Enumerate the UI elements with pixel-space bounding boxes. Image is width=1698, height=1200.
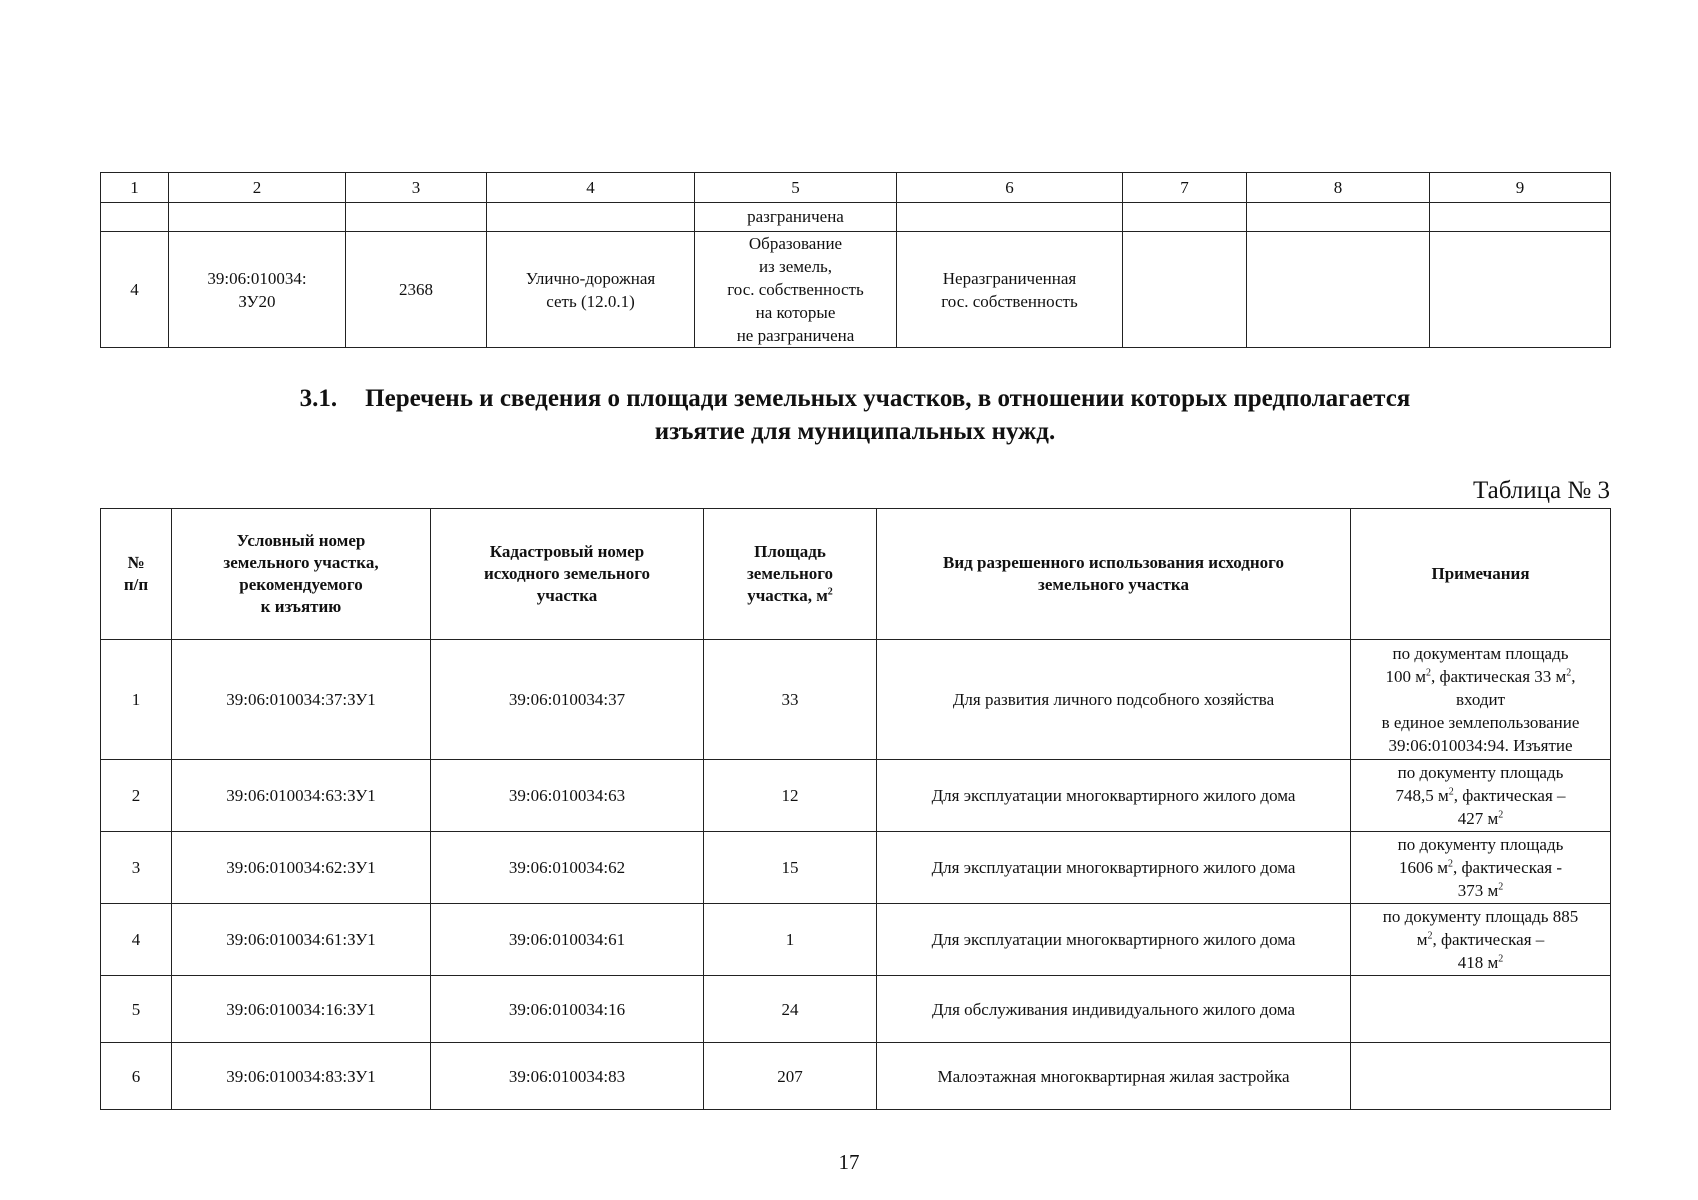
area-value: 15 — [704, 832, 877, 904]
column-number-row — [101, 173, 1611, 203]
conditional-number: 39:06:010034:62:ЗУ1 — [172, 832, 431, 904]
source-cadastral-number: 39:06:010034:62 — [431, 832, 704, 904]
table-row — [101, 976, 1611, 1043]
header-num: № п/п — [101, 509, 172, 640]
table-cell: разграничена — [695, 203, 897, 232]
row-number: 2 — [101, 760, 172, 832]
formation-method: Образование из земель, гос. собственность на которые не разграничена — [695, 232, 897, 348]
section-heading — [100, 382, 1610, 448]
table-row — [101, 832, 1611, 904]
heading-line-2: изъятие для муниципальных нужд. — [654, 418, 1056, 445]
conditional-number: 39:06:010034:37:ЗУ1 — [172, 640, 431, 760]
column-number: 6 — [897, 173, 1123, 203]
permitted-use: Малоэтажная многоквартирная жилая застройка — [877, 1043, 1351, 1110]
note: по документам площадь 100 $м^2$, фактическая 33 $м^2$, входит в единое землепользование 39:06:010034:94. Изъятие — [1351, 640, 1611, 760]
source-cadastral-number: 39:06:010034:63 — [431, 760, 704, 832]
table-cell — [897, 203, 1123, 232]
ownership-form: Неразграниченная гос. собственность — [897, 232, 1123, 348]
table-row — [101, 1043, 1611, 1110]
row-number: 4 — [101, 232, 169, 348]
area-value: 1 — [704, 904, 877, 976]
table-cell — [1430, 203, 1611, 232]
row-number: 5 — [101, 976, 172, 1043]
conditional-number: 39:06:010034:83:ЗУ1 — [172, 1043, 431, 1110]
heading-text-1: Перечень и сведения о площади земельных участков, в отношении которых предполагается — [365, 385, 1411, 412]
column-number: 4 — [487, 173, 695, 203]
conditional-number: 39:06:010034:61:ЗУ1 — [172, 904, 431, 976]
table-row — [101, 232, 1611, 348]
table-cell — [1123, 203, 1247, 232]
table-cell — [1247, 203, 1430, 232]
header-area: Площадь земельного участка, $м^2$ — [704, 509, 877, 640]
column-number: 3 — [346, 173, 487, 203]
area-value: 33 — [704, 640, 877, 760]
header-notes: Примечания — [1351, 509, 1611, 640]
cadastral-number: 39:06:010034: ЗУ20 — [169, 232, 346, 348]
permitted-use: Для эксплуатации многоквартирного жилого дома — [877, 904, 1351, 976]
column-number: 7 — [1123, 173, 1247, 203]
conditional-number: 39:06:010034:16:ЗУ1 — [172, 976, 431, 1043]
table-cell — [101, 203, 169, 232]
table-cell — [1123, 232, 1247, 348]
permitted-use: Улично-дорожная сеть (12.0.1) — [487, 232, 695, 348]
source-cadastral-number: 39:06:010034:37 — [431, 640, 704, 760]
column-number: 1 — [101, 173, 169, 203]
heading-line-1 — [100, 382, 1610, 415]
note: по документу площадь 748,5 $м^2$, фактическая – 427 $м^2$ — [1351, 760, 1611, 832]
table-caption: Таблица № 3 — [1472, 477, 1610, 504]
note: по документу площадь 885 $м^2$, фактическая – 418 $м^2$ — [1351, 904, 1611, 976]
table-row — [101, 904, 1611, 976]
area-value: 207 — [704, 1043, 877, 1110]
column-number: 8 — [1247, 173, 1430, 203]
header-permitted-use: Вид разрешенного использования исходного земельного участка — [877, 509, 1351, 640]
area-value: 12 — [704, 760, 877, 832]
table-row — [101, 640, 1611, 760]
section-number: 3.1. — [299, 385, 338, 412]
table-cell — [346, 203, 487, 232]
column-number: 9 — [1430, 173, 1611, 203]
area-value: 2368 — [346, 232, 487, 348]
header-conditional-number: Условный номер земельного участка, рекомендуемого к изъятию — [172, 509, 431, 640]
source-cadastral-number: 39:06:010034:83 — [431, 1043, 704, 1110]
table-cell — [169, 203, 346, 232]
continuation-row — [101, 203, 1611, 232]
row-number: 4 — [101, 904, 172, 976]
permitted-use: Для эксплуатации многоквартирного жилого дома — [877, 760, 1351, 832]
area-value: 24 — [704, 976, 877, 1043]
table-row — [101, 760, 1611, 832]
conditional-number: 39:06:010034:63:ЗУ1 — [172, 760, 431, 832]
row-number: 6 — [101, 1043, 172, 1110]
continuation-table — [100, 172, 1611, 348]
permitted-use: Для эксплуатации многоквартирного жилого дома — [877, 832, 1351, 904]
source-cadastral-number: 39:06:010034:61 — [431, 904, 704, 976]
column-number: 2 — [169, 173, 346, 203]
row-number: 1 — [101, 640, 172, 760]
source-cadastral-number: 39:06:010034:16 — [431, 976, 704, 1043]
header-source-cadastral: Кадастровый номер исходного земельного участка — [431, 509, 704, 640]
note: по документу площадь 1606 $м^2$, фактическая - 373 $м^2$ — [1351, 832, 1611, 904]
column-number: 5 — [695, 173, 897, 203]
table-cell — [1430, 232, 1611, 348]
header-row — [101, 509, 1611, 640]
row-number: 3 — [101, 832, 172, 904]
table-cell — [487, 203, 695, 232]
page-number: 17 — [838, 1150, 860, 1174]
permitted-use: Для развития личного подсобного хозяйства — [877, 640, 1351, 760]
permitted-use: Для обслуживания индивидуального жилого дома — [877, 976, 1351, 1043]
table-cell — [1247, 232, 1430, 348]
note — [1351, 976, 1611, 1043]
land-plots-table — [100, 508, 1611, 1110]
note — [1351, 1043, 1611, 1110]
